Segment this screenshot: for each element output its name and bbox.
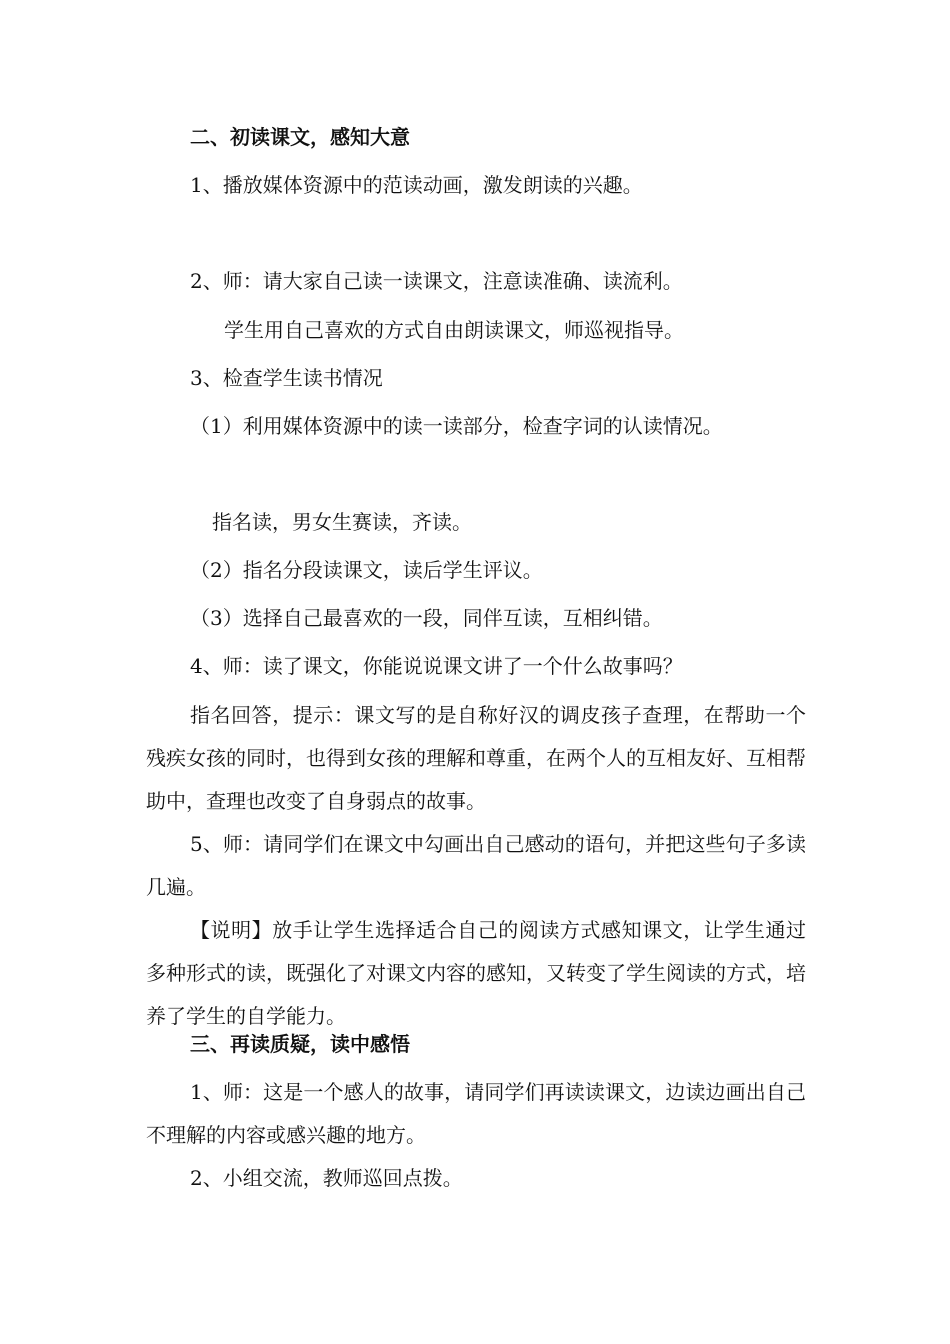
section-2-item-4-answer: 指名回答，提示：课文写的是自称好汉的调皮孩子查理，在帮助一个残疾女孩的同时，也得到女孩的理解和尊重，在两个人的互相友好、互相帮助中，查理也改变了自身弱点的故事。 bbox=[146, 703, 806, 813]
section-2-item-4: 4、师：读了课文，你能说说课文讲了一个什么故事吗？ bbox=[190, 654, 683, 678]
section-2-item-5: 5、师：请同学们在课文中勾画出自己感动的语句，并把这些句子多读几遍。 bbox=[146, 832, 806, 899]
section-2-item-3-sub-2: （2）指名分段读课文，读后学生评议。 bbox=[190, 558, 543, 582]
section-2-heading: 二、初读课文，感知大意 bbox=[190, 125, 410, 149]
section-3-item-1: 1、师：这是一个感人的故事，请同学们再读读课文，边读边画出自己不理解的内容或感兴趣的地方。 bbox=[146, 1080, 806, 1147]
section-2-item-2: 2、师：请大家自己读一读课文，注意读准确、读流利。 bbox=[190, 269, 683, 293]
section-2-explanation: 【说明】放手让学生选择适合自己的阅读方式感知课文，让学生通过多种形式的读，既强化了对课文内容的感知，又转变了学生阅读的方式，培养了学生的自学能力。 bbox=[146, 918, 806, 1028]
section-2-item-1: 1、播放媒体资源中的范读动画，激发朗读的兴趣。 bbox=[190, 173, 643, 197]
section-3-item-2: 2、小组交流，教师巡回点拨。 bbox=[190, 1166, 463, 1190]
section-2-item-3-sub-3: （3）选择自己最喜欢的一段，同伴互读，互相纠错。 bbox=[190, 606, 663, 630]
section-2-item-3-sub-1-note: 指名读，男女生赛读，齐读。 bbox=[212, 510, 472, 534]
section-2-item-2-note: 学生用自己喜欢的方式自由朗读课文，师巡视指导。 bbox=[224, 318, 684, 342]
section-3-heading: 三、再读质疑，读中感悟 bbox=[190, 1032, 410, 1056]
section-2-item-3: 3、检查学生读书情况 bbox=[190, 366, 383, 390]
section-2-item-3-sub-1: （1）利用媒体资源中的读一读部分，检查字词的认读情况。 bbox=[190, 414, 723, 438]
